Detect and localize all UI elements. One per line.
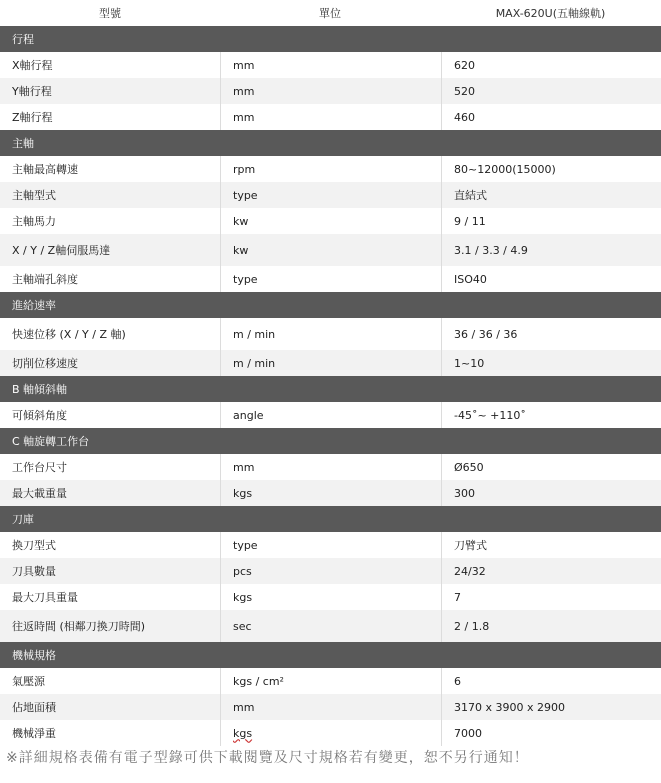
table-row (0, 480, 661, 506)
spec-value: 2 / 1.8 (454, 619, 490, 633)
spec-unit (220, 668, 442, 694)
spec-value: 9 / 11 (454, 214, 486, 228)
spec-unit (220, 234, 442, 266)
spec-value: 3.1 / 3.3 / 4.9 (454, 243, 528, 257)
spec-unit (220, 208, 442, 234)
spec-unit-text: sec (233, 619, 252, 633)
spec-unit-text: m / min (233, 327, 276, 341)
spec-value: 36 / 36 / 36 (454, 327, 518, 341)
spec-label: 工作台尺寸 (12, 461, 67, 474)
spec-unit-text: type (233, 188, 258, 202)
header-machine: MAX-620U(五軸線軌) (495, 7, 606, 20)
section-header: 主軸 (0, 130, 661, 156)
table-row (0, 78, 661, 104)
section-header: 行程 (0, 26, 661, 52)
spec-value: 6 (454, 674, 461, 688)
section-header: 刀庫 (0, 506, 661, 532)
spec-value: 7 (454, 590, 461, 604)
spec-value: Ø650 (454, 460, 484, 474)
table-row (0, 694, 661, 720)
spec-value: 460 (454, 110, 475, 124)
spec-unit-text: kgs (233, 726, 253, 740)
spec-unit-text: mm (233, 84, 255, 98)
header-unit: 單位 (319, 7, 341, 20)
spec-value: 7000 (454, 726, 482, 740)
table-row (0, 558, 661, 584)
table-body (0, 26, 661, 746)
table-row (0, 668, 661, 694)
table-row (0, 182, 661, 208)
spec-label: 主軸馬力 (12, 215, 56, 228)
spec-label: 快速位移 (X / Y / Z 軸) (12, 328, 126, 341)
spec-unit-text: angle (233, 408, 264, 422)
spec-label: 主軸最高轉速 (12, 163, 78, 176)
section-header: 機械規格 (0, 642, 661, 668)
spec-unit-text: mm (233, 58, 255, 72)
spec-unit (220, 350, 442, 376)
table-row (0, 234, 661, 266)
header-model: 型號 (99, 7, 121, 20)
spec-unit (220, 266, 442, 292)
spec-label: 主軸型式 (12, 189, 56, 202)
table-row (0, 156, 661, 182)
spec-unit-text: mm (233, 460, 255, 474)
spec-unit-text: kw (233, 214, 249, 228)
spec-label: X軸行程 (12, 59, 53, 72)
section-header: B 軸傾斜軸 (0, 376, 661, 402)
spec-unit-text: kgs (233, 486, 253, 500)
spec-label: 可傾斜角度 (12, 409, 67, 422)
spec-unit (220, 610, 442, 642)
section-header: C 軸旋轉工作台 (0, 428, 661, 454)
spec-unit (220, 156, 442, 182)
table-row (0, 266, 661, 292)
table-row (0, 610, 661, 642)
spec-unit-text: kw (233, 243, 249, 257)
spec-unit (220, 318, 442, 350)
spec-unit (220, 52, 442, 78)
spec-value: ISO40 (454, 272, 487, 286)
spec-unit-text: kgs / cm² (233, 674, 284, 688)
table-row (0, 350, 661, 376)
spec-unit (220, 454, 442, 480)
spec-unit (220, 558, 442, 584)
table-row (0, 318, 661, 350)
spec-value: -45˚~ +110˚ (454, 408, 526, 422)
spec-value: 刀臂式 (454, 539, 487, 552)
spec-unit (220, 720, 442, 746)
spec-label: 氣壓源 (12, 675, 45, 688)
spec-value: 520 (454, 84, 475, 98)
spec-label: 最大載重量 (12, 487, 67, 500)
spec-unit (220, 584, 442, 610)
spec-label: X / Y / Z軸伺服馬達 (12, 244, 111, 257)
spec-unit-text: type (233, 538, 258, 552)
spec-unit-text: kgs (233, 590, 253, 604)
spec-unit (220, 480, 442, 506)
spec-label: 最大刀具重量 (12, 591, 78, 604)
spec-unit-text: type (233, 272, 258, 286)
spec-unit-text: pcs (233, 564, 252, 578)
spec-value: 直結式 (454, 189, 487, 202)
spec-value: 80~12000(15000) (454, 162, 556, 176)
spec-unit (220, 402, 442, 428)
spec-label: 刀具數量 (12, 565, 56, 578)
table-row (0, 720, 661, 746)
spec-value: 620 (454, 58, 475, 72)
table-row (0, 52, 661, 78)
spec-unit-text: mm (233, 110, 255, 124)
table-header (0, 0, 661, 26)
section-header: 進給速率 (0, 292, 661, 318)
table-row (0, 454, 661, 480)
spec-label: 機械淨重 (12, 727, 56, 740)
spec-label: 切削位移速度 (12, 357, 78, 370)
table-row (0, 104, 661, 130)
spec-unit (220, 182, 442, 208)
spec-value: 300 (454, 486, 475, 500)
spec-value: 1~10 (454, 356, 485, 370)
spec-value: 24/32 (454, 564, 486, 578)
table-row (0, 208, 661, 234)
spec-label: 主軸端孔斜度 (12, 273, 78, 286)
table-row (0, 402, 661, 428)
spec-unit-text: mm (233, 700, 255, 714)
footnote: ※詳細規格表備有電子型錄可供下載閱覽及尺寸規格若有變更，恕不另行通知！ (6, 750, 529, 766)
table-row (0, 532, 661, 558)
table-row (0, 584, 661, 610)
spec-label: Y軸行程 (12, 85, 52, 98)
spec-unit (220, 532, 442, 558)
spec-label: Z軸行程 (12, 111, 53, 124)
spec-value: 3170 x 3900 x 2900 (454, 700, 565, 714)
spec-label: 換刀型式 (12, 539, 56, 552)
spec-unit-text: rpm (233, 162, 256, 176)
spec-unit (220, 694, 442, 720)
spec-unit (220, 78, 442, 104)
spec-label: 佔地面積 (12, 701, 56, 714)
spec-label: 往返時間 (相鄰刀換刀時間) (12, 620, 146, 633)
spec-unit (220, 104, 442, 130)
spec-unit-text: m / min (233, 356, 276, 370)
